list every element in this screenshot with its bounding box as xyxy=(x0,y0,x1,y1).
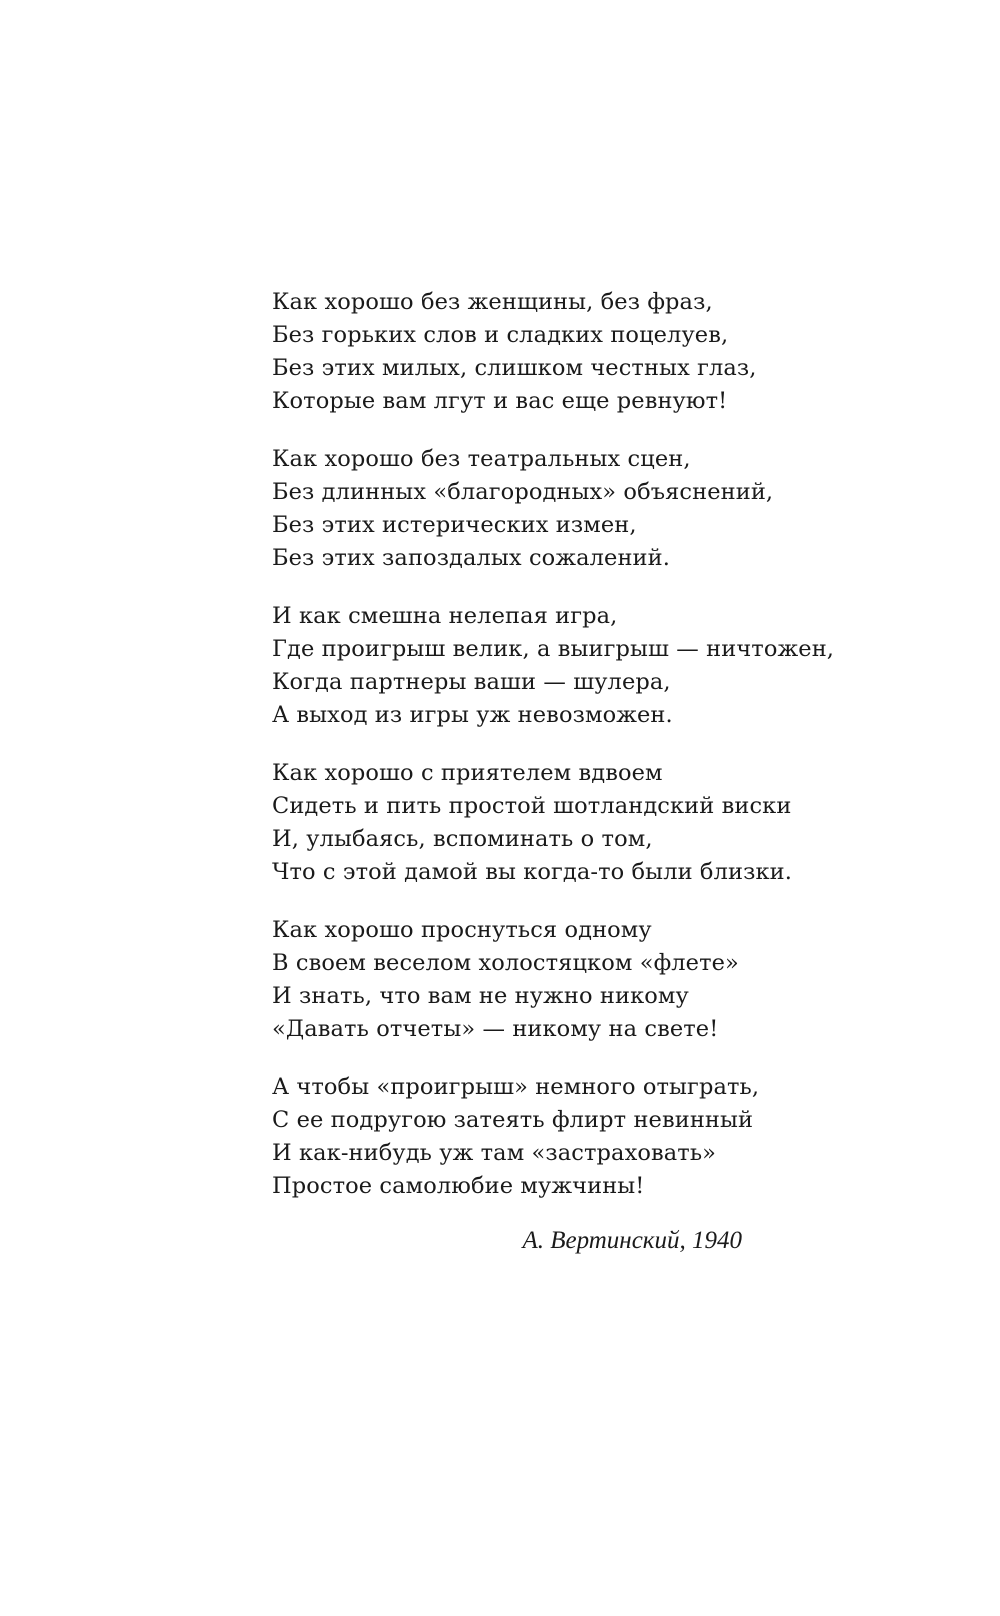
poem-line: Как хорошо проснуться одному xyxy=(272,917,652,943)
poem-line: Как хорошо с приятелем вдвоем xyxy=(272,760,663,786)
poem-line: И знать, что вам не нужно никому xyxy=(272,983,689,1009)
poem-line: Как хорошо без женщины, без фраз, xyxy=(272,289,713,315)
poem-line: И, улыбаясь, вспоминать о том, xyxy=(272,826,653,852)
stanza-2 xyxy=(272,443,832,575)
stanza-6 xyxy=(272,1071,832,1203)
poem-line: Сидеть и пить простой шотландский виски xyxy=(272,793,792,819)
stanza-4 xyxy=(272,757,832,889)
stanza-1 xyxy=(272,286,832,418)
poem-line: А чтобы «проигрыш» немного отыграть, xyxy=(272,1074,760,1100)
poem-attribution: А. Вертинский, 1940 xyxy=(522,1227,742,1254)
poem-line: Когда партнеры ваши — шулера, xyxy=(272,669,671,695)
poem-line: Как хорошо без театральных сцен, xyxy=(272,446,691,472)
poem-line: С ее подругою затеять флирт невинный xyxy=(272,1107,754,1133)
poem-line: В своем веселом холостяцком «флете» xyxy=(272,950,739,976)
stanza-5 xyxy=(272,914,832,1046)
poem-line: Без этих милых, слишком честных глаз, xyxy=(272,355,757,381)
poem xyxy=(272,286,835,1228)
poem-line: Без этих истерических измен, xyxy=(272,512,637,538)
poem-line: «Давать отчеты» — никому на свете! xyxy=(272,1016,719,1042)
poem-line: И как-нибудь уж там «застраховать» xyxy=(272,1140,717,1166)
poem-line: Простое самолюбие мужчины! xyxy=(272,1173,645,1199)
poem-line: И как смешна нелепая игра, xyxy=(272,603,618,629)
poem-line: Без длинных «благородных» объяснений, xyxy=(272,479,774,505)
poem-line: Где проигрыш велик, а выигрыш — ничтожен, xyxy=(272,636,835,662)
poem-line: Без этих запоздалых сожалений. xyxy=(272,545,670,571)
poem-line: Без горьких слов и сладких поцелуев, xyxy=(272,322,729,348)
poem-line: Что с этой дамой вы когда-то были близки. xyxy=(272,859,792,885)
poem-line: А выход из игры уж невозможен. xyxy=(272,702,673,728)
poem-line: Которые вам лгут и вас еще ревнуют! xyxy=(272,388,728,414)
stanza-3 xyxy=(272,600,835,732)
